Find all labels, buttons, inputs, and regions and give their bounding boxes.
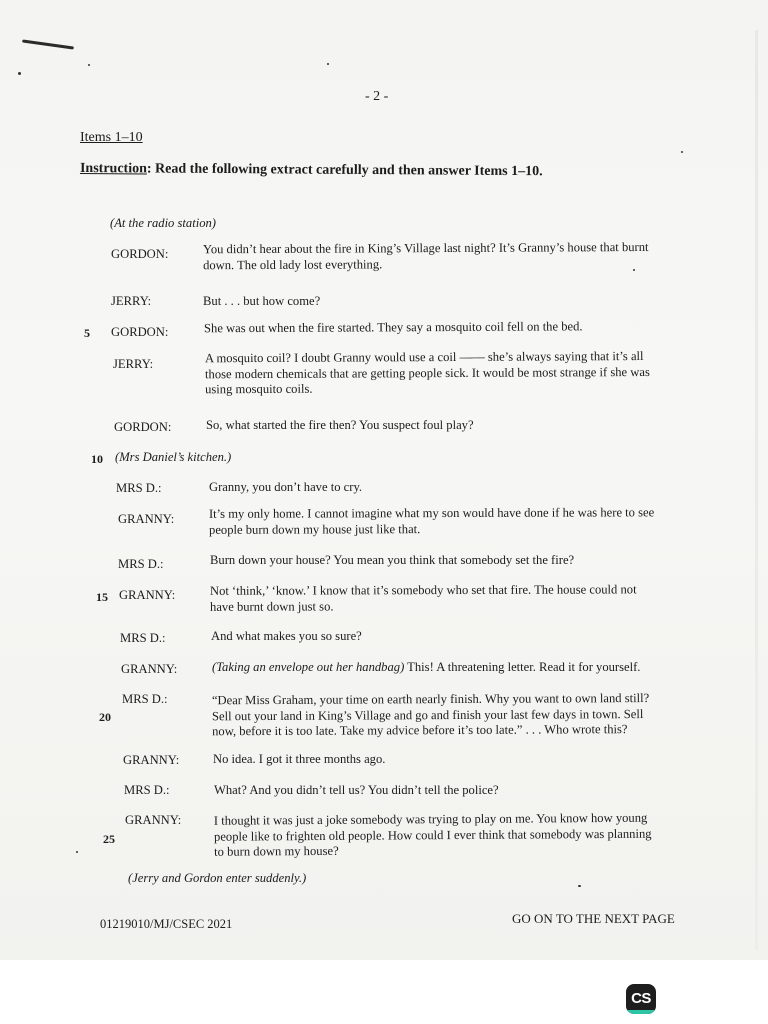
instruction-label: Instruction: [79, 161, 147, 177]
stage-direction: (Jerry and Gordon enter suddenly.): [128, 871, 307, 885]
speech-line: [212, 691, 707, 740]
speech-text: Burn down your house? You mean you think that somebody set the fire?: [210, 553, 575, 567]
speech-text: And what makes you so sure?: [211, 629, 362, 643]
speech-line: [209, 480, 704, 496]
speaker-name: GRANNY:: [121, 662, 178, 676]
speech-text: “Dear Miss Graham, your time on earth nearly finish. Why you want to own land still?: [211, 691, 650, 708]
speech-text: This! A threatening letter. Read it for yourself.: [404, 660, 641, 674]
speech-line: [212, 660, 707, 676]
line-number: 20: [99, 710, 111, 724]
speech-text: She was out when the fire started. They say a mosquito coil fell on the bed.: [203, 319, 583, 336]
instruction-text: : Read the following extract carefully and then answer Items 1–10.: [146, 161, 543, 180]
line-number: 15: [96, 590, 108, 604]
speech-line: [204, 319, 699, 337]
speech-text: people burn down my house just like that.: [209, 521, 421, 537]
speech-text: It’s my only home. I cannot imagine what my son would have done if he was here to see: [208, 505, 655, 521]
speech-line: [210, 553, 705, 569]
speech-line: [214, 783, 709, 799]
speech-text: have burnt down just so.: [210, 599, 334, 614]
speaker-name: GORDON:: [111, 247, 169, 261]
line-number: 5: [84, 326, 90, 340]
speech-line: [205, 349, 700, 398]
speech-text: No idea. I got it three months ago.: [213, 752, 386, 766]
speech-text: now, before it is too late. Take my advice before it’s too late.” . . . Who wrote this?: [212, 722, 628, 739]
speech-line: [210, 582, 705, 615]
speech-line: [203, 294, 698, 310]
line-number: 10: [91, 452, 103, 466]
speaker-name: MRS D.:: [118, 557, 164, 571]
speech-line: [206, 418, 701, 434]
speech-line: [203, 240, 698, 274]
badge-text: CS: [631, 990, 651, 1007]
speech-line: [213, 752, 708, 768]
speaker-name: MRS D.:: [124, 783, 170, 797]
next-page-notice: GO ON TO THE NEXT PAGE: [512, 911, 675, 926]
speech-text: Sell out your land in King’s Village and go and finish your last few days in town. Sell: [211, 706, 644, 723]
speech-text: But . . . but how come?: [203, 294, 321, 308]
speaker-name: MRS D.:: [122, 692, 168, 706]
line-number: 25: [103, 832, 115, 846]
speaker-name: MRS D.:: [120, 631, 166, 645]
speech-line: [209, 505, 704, 538]
speech-text: to burn down my house?: [214, 844, 339, 859]
speaker-name: GRANNY:: [125, 813, 182, 827]
stage-direction: (Mrs Daniel’s kitchen.): [115, 450, 232, 464]
speaker-name: GORDON:: [111, 325, 169, 339]
speaker-name: JERRY:: [113, 357, 154, 371]
speech-text: You didn’t hear about the fire in King’s Village last night? It’s Granny’s house that burnt: [202, 239, 649, 257]
speech-line: [214, 810, 709, 860]
page-number: - 2 -: [365, 89, 389, 104]
speech-text: those modern chemicals that are getting people sick. It would be most strange if she was: [204, 364, 650, 381]
speaker-name: MRS D.:: [116, 481, 162, 495]
speech-text: Granny, you don’t have to cry.: [209, 480, 363, 494]
speaker-name: JERRY:: [111, 294, 152, 308]
speech-line: [211, 629, 706, 645]
speech-text: people like to frighten old people. How could I ever think that somebody was planning: [213, 826, 652, 844]
stage-direction: (Taking an envelope out her handbag): [212, 660, 405, 674]
paper-code: 01219010/MJ/CSEC 2021: [100, 917, 233, 931]
items-heading: Items 1–10: [80, 130, 143, 145]
speaker-name: GRANNY:: [118, 512, 175, 526]
speaker-name: GRANNY:: [123, 753, 180, 767]
speech-text: I thought it was just a joke somebody was trying to play on me. You know how young: [213, 810, 648, 828]
stage-direction: (At the radio station): [110, 216, 216, 230]
speech-text: using mosquito coils.: [205, 381, 313, 397]
speaker-name: GRANNY:: [119, 588, 176, 602]
speech-text: down. The old lady lost everything.: [203, 256, 383, 272]
speech-text: Not ‘think,’ ‘know.’ I know that it’s somebody who set that fire. The house could not: [209, 582, 637, 598]
speech-text: A mosquito coil? I doubt Granny would use a coil —— she’s always saying that it’s all: [204, 348, 644, 366]
speech-text: So, what started the fire then? You suspect foul play?: [206, 418, 474, 432]
camscanner-logo-icon: [626, 984, 656, 1014]
speech-text: What? And you didn’t tell us? You didn’t tell the police?: [214, 783, 499, 797]
speaker-name: GORDON:: [114, 420, 172, 434]
